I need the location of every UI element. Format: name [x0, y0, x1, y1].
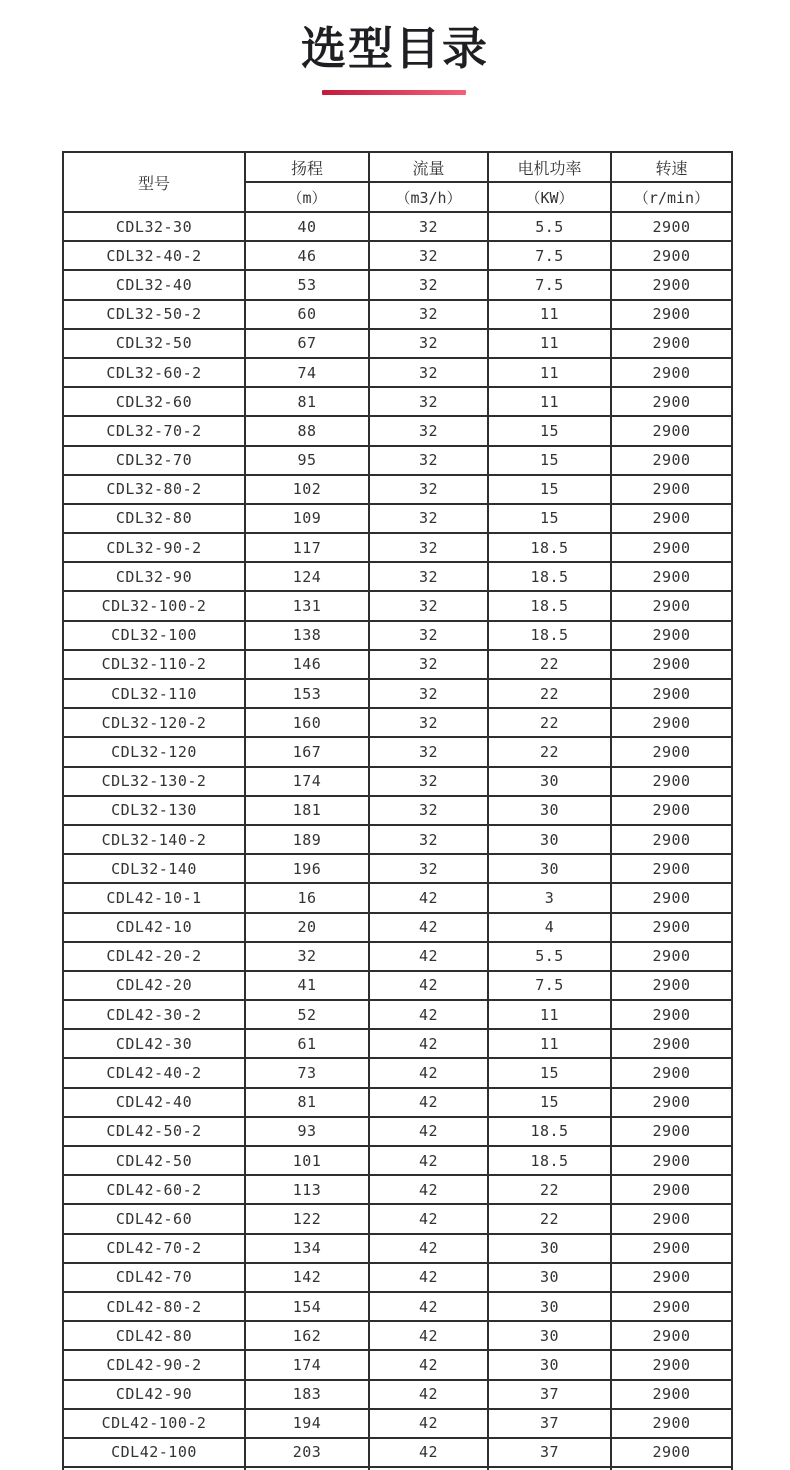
head-cell: 95 — [245, 446, 369, 475]
table-row — [63, 475, 732, 504]
model-cell: CDL42-90-2 — [63, 1350, 245, 1379]
flow-cell: 42 — [369, 1117, 488, 1146]
power-cell: 22 — [488, 1204, 611, 1233]
model-cell: CDL32-50 — [63, 329, 245, 358]
head-cell: 124 — [245, 562, 369, 591]
flow-cell: 42 — [369, 1234, 488, 1263]
power-cell: 11 — [488, 387, 611, 416]
flow-cell: 32 — [369, 329, 488, 358]
table-row — [63, 1263, 732, 1292]
model-cell: CDL32-100 — [63, 621, 245, 650]
table-row — [63, 942, 732, 971]
table-row — [63, 300, 732, 329]
power-cell: 22 — [488, 708, 611, 737]
flow-cell: 42 — [369, 1029, 488, 1058]
power-cell: 11 — [488, 300, 611, 329]
speed-cell: 2900 — [611, 416, 732, 445]
head-cell: 203 — [245, 1438, 369, 1467]
flow-cell: 42 — [369, 913, 488, 942]
head-cell: 117 — [245, 533, 369, 562]
speed-cell: 2900 — [611, 1088, 732, 1117]
table-row — [63, 1058, 732, 1087]
model-cell: CDL32-60-2 — [63, 358, 245, 387]
head-cell: 146 — [245, 650, 369, 679]
col-header-flow-unit: （m3/h） — [369, 182, 488, 212]
flow-cell: 42 — [369, 942, 488, 971]
power-cell: 5.5 — [488, 212, 611, 241]
model-cell: CDL42-70 — [63, 1263, 245, 1292]
head-cell: 194 — [245, 1409, 369, 1438]
speed-cell: 2900 — [611, 1380, 732, 1409]
table-row — [63, 1438, 732, 1467]
model-cell: CDL32-80-2 — [63, 475, 245, 504]
head-cell: 181 — [245, 796, 369, 825]
model-cell: CDL42-80 — [63, 1321, 245, 1350]
model-cell: CDL32-70 — [63, 446, 245, 475]
table-row — [63, 270, 732, 299]
pump-selection-table — [62, 151, 733, 1470]
table-row — [63, 533, 732, 562]
model-cell: CDL32-140 — [63, 854, 245, 883]
table-row — [63, 854, 732, 883]
flow-cell: 32 — [369, 621, 488, 650]
speed-cell: 2900 — [611, 737, 732, 766]
speed-cell: 2900 — [611, 1234, 732, 1263]
power-cell: 7.5 — [488, 971, 611, 1000]
table-row — [63, 621, 732, 650]
flow-cell: 32 — [369, 737, 488, 766]
flow-cell: 32 — [369, 650, 488, 679]
head-cell: 61 — [245, 1029, 369, 1058]
power-cell: 22 — [488, 650, 611, 679]
head-cell: 81 — [245, 1088, 369, 1117]
flow-cell: 32 — [369, 533, 488, 562]
flow-cell: 32 — [369, 562, 488, 591]
power-cell: 4 — [488, 913, 611, 942]
speed-cell: 2900 — [611, 767, 732, 796]
head-cell: 93 — [245, 1117, 369, 1146]
flow-cell: 32 — [369, 416, 488, 445]
model-cell: CDL32-90-2 — [63, 533, 245, 562]
power-cell: 15 — [488, 446, 611, 475]
model-cell: CDL42-80-2 — [63, 1292, 245, 1321]
table-row — [63, 1321, 732, 1350]
flow-cell: 42 — [369, 1204, 488, 1233]
power-cell: 30 — [488, 1234, 611, 1263]
flow-cell: 42 — [369, 1088, 488, 1117]
table-row — [63, 446, 732, 475]
table-row — [63, 1146, 732, 1175]
model-cell: CDL42-20 — [63, 971, 245, 1000]
speed-cell: 2900 — [611, 1117, 732, 1146]
model-cell: CDL42-100-2 — [63, 1409, 245, 1438]
head-cell: 154 — [245, 1292, 369, 1321]
flow-cell: 32 — [369, 591, 488, 620]
header-row-labels — [63, 152, 732, 182]
speed-cell: 2900 — [611, 1029, 732, 1058]
table-row — [63, 1409, 732, 1438]
head-cell: 52 — [245, 1000, 369, 1029]
table-row — [63, 1234, 732, 1263]
head-cell: 189 — [245, 825, 369, 854]
head-cell: 122 — [245, 1204, 369, 1233]
model-cell: CDL32-80 — [63, 504, 245, 533]
model-cell: CDL32-100-2 — [63, 591, 245, 620]
head-cell: 16 — [245, 883, 369, 912]
speed-cell: 2900 — [611, 212, 732, 241]
col-header-flow: 流量 — [369, 152, 488, 182]
table-row — [63, 504, 732, 533]
flow-cell: 32 — [369, 387, 488, 416]
power-cell: 18.5 — [488, 621, 611, 650]
power-cell: 18.5 — [488, 1146, 611, 1175]
model-cell: CDL32-130 — [63, 796, 245, 825]
flow-cell: 42 — [369, 971, 488, 1000]
model-cell: CDL32-30 — [63, 212, 245, 241]
power-cell: 15 — [488, 1058, 611, 1087]
power-cell: 18.5 — [488, 1117, 611, 1146]
col-header-speed-unit: （r/min） — [611, 182, 732, 212]
model-cell: CDL42-40 — [63, 1088, 245, 1117]
speed-cell: 2900 — [611, 1409, 732, 1438]
head-cell: 162 — [245, 1321, 369, 1350]
speed-cell: 2900 — [611, 1204, 732, 1233]
power-cell: 30 — [488, 767, 611, 796]
model-cell: CDL42-30-2 — [63, 1000, 245, 1029]
speed-cell: 2900 — [611, 1146, 732, 1175]
head-cell: 60 — [245, 300, 369, 329]
table-row — [63, 1380, 732, 1409]
speed-cell: 2900 — [611, 446, 732, 475]
table-row — [63, 1029, 732, 1058]
speed-cell: 2900 — [611, 591, 732, 620]
model-cell: CDL42-20-2 — [63, 942, 245, 971]
power-cell: 22 — [488, 1175, 611, 1204]
head-cell: 142 — [245, 1263, 369, 1292]
power-cell: 30 — [488, 1321, 611, 1350]
table-body — [63, 212, 732, 1470]
model-cell: CDL42-10-1 — [63, 883, 245, 912]
power-cell: 15 — [488, 504, 611, 533]
flow-cell: 32 — [369, 825, 488, 854]
col-header-speed: 转速 — [611, 152, 732, 182]
table-row — [63, 241, 732, 270]
power-cell: 11 — [488, 329, 611, 358]
head-cell: 167 — [245, 737, 369, 766]
model-cell: CDL42-50 — [63, 1146, 245, 1175]
flow-cell: 32 — [369, 504, 488, 533]
power-cell: 22 — [488, 737, 611, 766]
model-cell: CDL42-70-2 — [63, 1234, 245, 1263]
power-cell: 30 — [488, 1350, 611, 1379]
flow-cell: 42 — [369, 1350, 488, 1379]
head-cell: 101 — [245, 1146, 369, 1175]
table-row — [63, 212, 732, 241]
speed-cell: 2900 — [611, 358, 732, 387]
model-cell: CDL42-60-2 — [63, 1175, 245, 1204]
flow-cell: 42 — [369, 883, 488, 912]
head-cell: 196 — [245, 854, 369, 883]
power-cell: 7.5 — [488, 241, 611, 270]
model-cell: CDL42-100 — [63, 1438, 245, 1467]
flow-cell: 42 — [369, 1175, 488, 1204]
table-row — [63, 913, 732, 942]
power-cell: 11 — [488, 1029, 611, 1058]
model-cell: CDL42-40-2 — [63, 1058, 245, 1087]
head-cell: 174 — [245, 1350, 369, 1379]
power-cell: 15 — [488, 416, 611, 445]
power-cell: 15 — [488, 1088, 611, 1117]
flow-cell: 42 — [369, 1438, 488, 1467]
speed-cell: 2900 — [611, 942, 732, 971]
power-cell: 30 — [488, 1292, 611, 1321]
table-row — [63, 650, 732, 679]
power-cell: 37 — [488, 1380, 611, 1409]
model-cell: CDL42-90 — [63, 1380, 245, 1409]
head-cell: 131 — [245, 591, 369, 620]
speed-cell: 2900 — [611, 1058, 732, 1087]
speed-cell: 2900 — [611, 270, 732, 299]
model-cell: CDL32-130-2 — [63, 767, 245, 796]
speed-cell: 2900 — [611, 650, 732, 679]
speed-cell: 2900 — [611, 621, 732, 650]
table-row — [63, 971, 732, 1000]
table-row — [63, 1117, 732, 1146]
table-row — [63, 708, 732, 737]
power-cell: 37 — [488, 1409, 611, 1438]
head-cell: 81 — [245, 387, 369, 416]
table-row — [63, 358, 732, 387]
speed-cell: 2900 — [611, 1350, 732, 1379]
table-row — [63, 1292, 732, 1321]
head-cell: 109 — [245, 504, 369, 533]
flow-cell: 42 — [369, 1292, 488, 1321]
table-row — [63, 883, 732, 912]
speed-cell: 2900 — [611, 533, 732, 562]
head-cell: 88 — [245, 416, 369, 445]
model-cell: CDL32-60 — [63, 387, 245, 416]
model-cell: CDL42-10 — [63, 913, 245, 942]
speed-cell: 2900 — [611, 679, 732, 708]
power-cell: 37 — [488, 1438, 611, 1467]
flow-cell: 32 — [369, 270, 488, 299]
speed-cell: 2900 — [611, 708, 732, 737]
speed-cell: 2900 — [611, 475, 732, 504]
model-cell: CDL32-110 — [63, 679, 245, 708]
model-cell: CDL32-40-2 — [63, 241, 245, 270]
power-cell: 11 — [488, 1000, 611, 1029]
table-row — [63, 387, 732, 416]
head-cell: 41 — [245, 971, 369, 1000]
model-cell: CDL32-50-2 — [63, 300, 245, 329]
flow-cell: 32 — [369, 475, 488, 504]
flow-cell: 42 — [369, 1058, 488, 1087]
head-cell: 183 — [245, 1380, 369, 1409]
model-cell: CDL32-40 — [63, 270, 245, 299]
head-cell: 138 — [245, 621, 369, 650]
model-cell: CDL32-70-2 — [63, 416, 245, 445]
flow-cell: 32 — [369, 300, 488, 329]
power-cell: 30 — [488, 825, 611, 854]
head-cell: 67 — [245, 329, 369, 358]
head-cell: 174 — [245, 767, 369, 796]
table-row — [63, 1175, 732, 1204]
power-cell: 5.5 — [488, 942, 611, 971]
table-row — [63, 679, 732, 708]
speed-cell: 2900 — [611, 241, 732, 270]
flow-cell: 32 — [369, 358, 488, 387]
model-cell: CDL42-50-2 — [63, 1117, 245, 1146]
model-cell: CDL42-60 — [63, 1204, 245, 1233]
page-title: 选型目录 — [300, 22, 489, 75]
model-cell: CDL32-110-2 — [63, 650, 245, 679]
power-cell: 3 — [488, 883, 611, 912]
speed-cell: 2900 — [611, 1000, 732, 1029]
head-cell: 73 — [245, 1058, 369, 1087]
flow-cell: 32 — [369, 796, 488, 825]
model-cell: CDL42-30 — [63, 1029, 245, 1058]
power-cell: 18.5 — [488, 591, 611, 620]
table-row — [63, 416, 732, 445]
speed-cell: 2900 — [611, 825, 732, 854]
flow-cell: 42 — [369, 1380, 488, 1409]
table-row — [63, 591, 732, 620]
flow-cell: 32 — [369, 767, 488, 796]
table-row — [63, 767, 732, 796]
col-header-power-unit: （KW） — [488, 182, 611, 212]
speed-cell: 2900 — [611, 504, 732, 533]
head-cell: 32 — [245, 942, 369, 971]
table-row — [63, 796, 732, 825]
head-cell: 102 — [245, 475, 369, 504]
model-cell: CDL32-140-2 — [63, 825, 245, 854]
power-cell: 7.5 — [488, 270, 611, 299]
col-header-head: 扬程 — [245, 152, 369, 182]
power-cell: 18.5 — [488, 562, 611, 591]
table-row — [63, 329, 732, 358]
speed-cell: 2900 — [611, 1321, 732, 1350]
flow-cell: 42 — [369, 1000, 488, 1029]
speed-cell: 2900 — [611, 300, 732, 329]
power-cell: 30 — [488, 854, 611, 883]
speed-cell: 2900 — [611, 1438, 732, 1467]
speed-cell: 2900 — [611, 913, 732, 942]
table-row — [63, 1204, 732, 1233]
table-row — [63, 1088, 732, 1117]
flow-cell: 42 — [369, 1409, 488, 1438]
flow-cell: 32 — [369, 708, 488, 737]
head-cell: 74 — [245, 358, 369, 387]
model-cell: CDL32-120-2 — [63, 708, 245, 737]
speed-cell: 2900 — [611, 971, 732, 1000]
power-cell: 30 — [488, 1263, 611, 1292]
head-cell: 40 — [245, 212, 369, 241]
speed-cell: 2900 — [611, 329, 732, 358]
speed-cell: 2900 — [611, 1263, 732, 1292]
flow-cell: 42 — [369, 1146, 488, 1175]
power-cell: 22 — [488, 679, 611, 708]
head-cell: 160 — [245, 708, 369, 737]
head-cell: 153 — [245, 679, 369, 708]
power-cell: 15 — [488, 475, 611, 504]
head-cell: 53 — [245, 270, 369, 299]
head-cell: 20 — [245, 913, 369, 942]
table-row — [63, 825, 732, 854]
head-cell: 46 — [245, 241, 369, 270]
power-cell: 11 — [488, 358, 611, 387]
table-row — [63, 562, 732, 591]
flow-cell: 42 — [369, 1321, 488, 1350]
flow-cell: 32 — [369, 446, 488, 475]
speed-cell: 2900 — [611, 796, 732, 825]
speed-cell: 2900 — [611, 1292, 732, 1321]
speed-cell: 2900 — [611, 387, 732, 416]
table-row — [63, 737, 732, 766]
col-header-model: 型号 — [63, 152, 245, 212]
table-row — [63, 1350, 732, 1379]
head-cell: 134 — [245, 1234, 369, 1263]
col-header-head-unit: （m） — [245, 182, 369, 212]
table-header — [63, 152, 732, 212]
flow-cell: 32 — [369, 212, 488, 241]
flow-cell: 32 — [369, 854, 488, 883]
speed-cell: 2900 — [611, 562, 732, 591]
flow-cell: 32 — [369, 679, 488, 708]
flow-cell: 42 — [369, 1263, 488, 1292]
power-cell: 30 — [488, 796, 611, 825]
head-cell: 113 — [245, 1175, 369, 1204]
flow-cell: 32 — [369, 241, 488, 270]
col-header-power: 电机功率 — [488, 152, 611, 182]
model-cell: CDL32-120 — [63, 737, 245, 766]
model-cell: CDL32-90 — [63, 562, 245, 591]
title-underline-accent — [322, 90, 466, 95]
speed-cell: 2900 — [611, 854, 732, 883]
table-row — [63, 1000, 732, 1029]
power-cell: 18.5 — [488, 533, 611, 562]
speed-cell: 2900 — [611, 1175, 732, 1204]
speed-cell: 2900 — [611, 883, 732, 912]
